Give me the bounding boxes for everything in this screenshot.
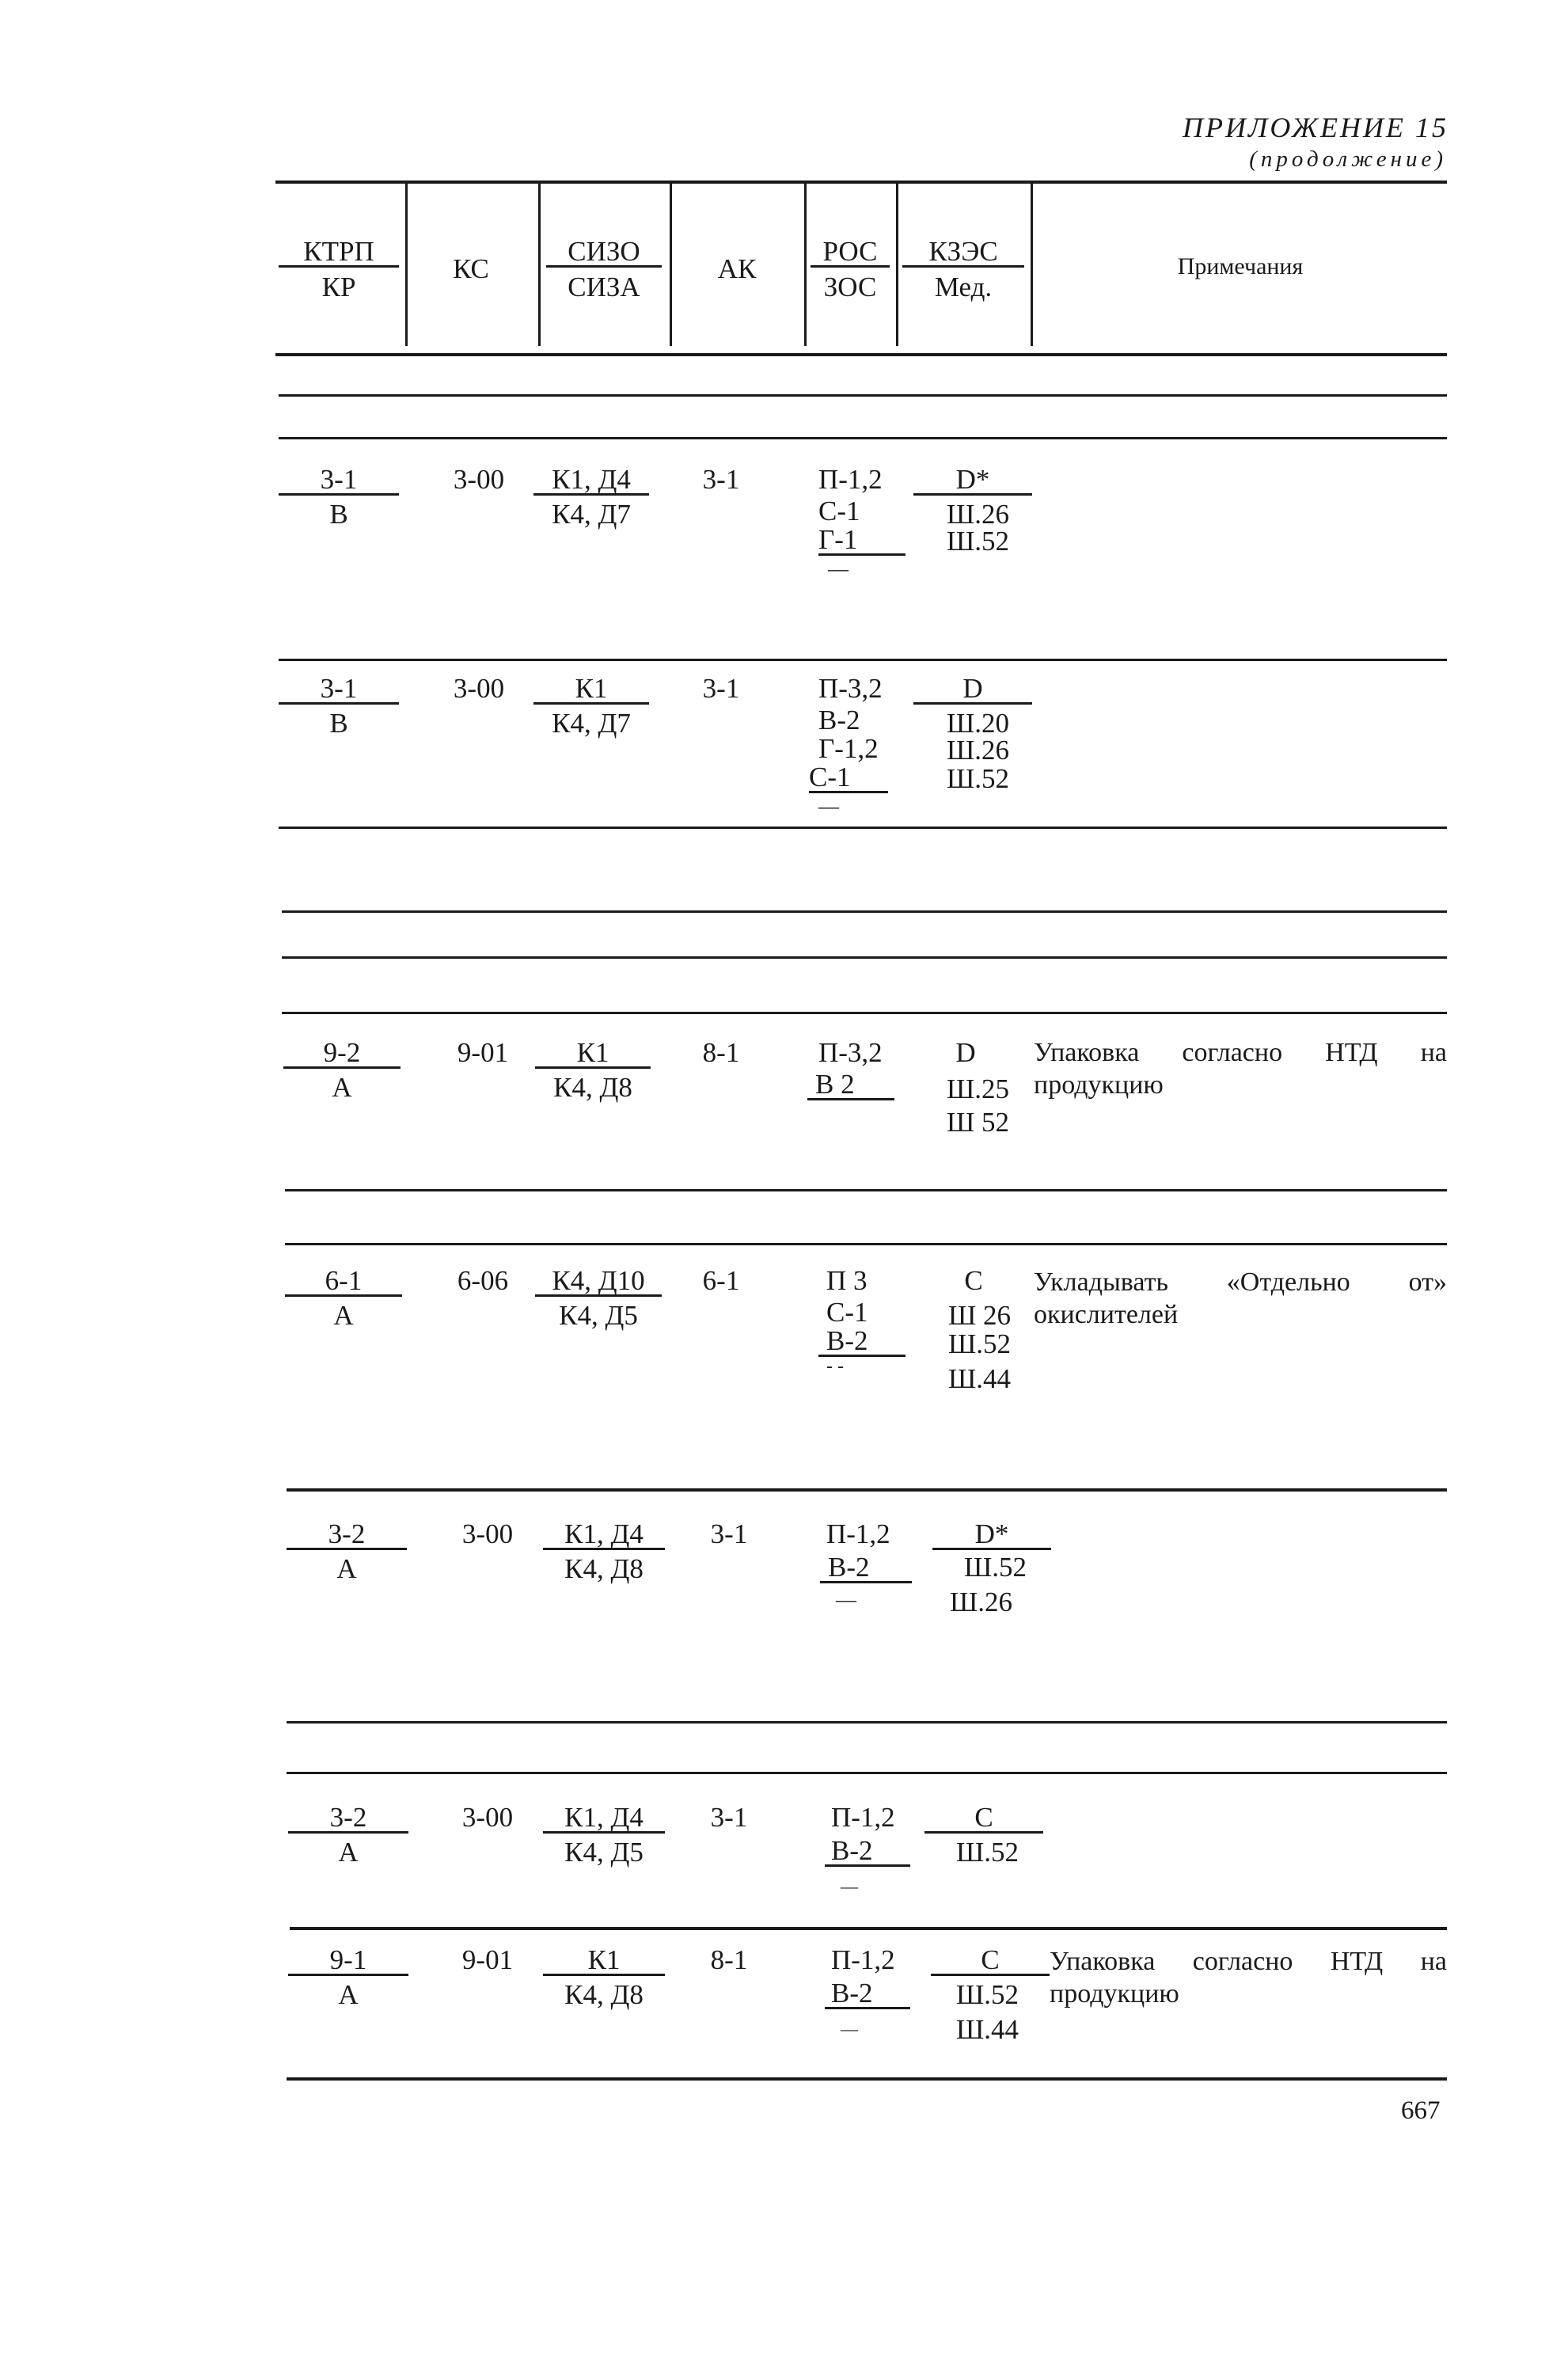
header-ros: РОС: [811, 238, 890, 268]
col-divider: [538, 184, 541, 346]
table-bottom-rule: [287, 2077, 1447, 2081]
ros-cell: П-1,2: [826, 1518, 890, 1549]
ak-cell: 8-1: [702, 1037, 740, 1068]
siza-cell: К4, Д7: [552, 708, 631, 739]
ktrp-cell: 3-2: [287, 1520, 407, 1550]
ros-cell: В-2: [818, 1327, 905, 1357]
zos-cell: —: [828, 557, 849, 580]
kzes-cell: D: [913, 675, 1032, 705]
ros-cell: П-1,2: [831, 1944, 895, 1975]
header-kzes: КЗЭС: [902, 238, 1024, 268]
zos-cell: —: [841, 2019, 858, 2039]
header-med: Мед.: [934, 272, 993, 302]
header-kr: КР: [321, 272, 356, 302]
appendix-subtitle: (продолжение): [1249, 146, 1447, 172]
med-cell: Ш.44: [956, 2014, 1019, 2045]
med-cell: Ш.52: [948, 1328, 1012, 1359]
sizo-cell: К1, Д4: [533, 466, 649, 496]
sizo-cell: К1, Д4: [543, 1803, 665, 1834]
row-rule: [287, 1488, 1447, 1492]
kr-cell: А: [332, 1072, 352, 1103]
row-rule: [285, 1243, 1447, 1245]
ros-cell: С-1: [826, 1297, 868, 1328]
ros-cell: С-1: [818, 496, 860, 526]
siza-cell: К4, Д7: [552, 499, 631, 530]
sizo-cell: К1: [543, 1946, 665, 1976]
sizo-cell: К4, Д10: [535, 1267, 662, 1297]
zos-cell: —: [818, 795, 839, 818]
ktrp-cell: 3-2: [288, 1803, 408, 1834]
appendix-title: ПРИЛОЖЕНИЕ 15: [1183, 112, 1448, 143]
notes-cell: Упаковка согласно НТД на продукцию: [1050, 1947, 1447, 2008]
kzes-cell: D: [955, 1037, 976, 1068]
med-cell: Ш.52: [956, 1979, 1019, 2010]
notes-cell: Упаковка согласно НТД на продукцию: [1034, 1038, 1447, 1100]
header-ak: АК: [717, 253, 757, 284]
ak-cell: 3-1: [710, 1802, 748, 1833]
col-divider: [896, 184, 898, 346]
kzes-cell: D*: [932, 1520, 1051, 1550]
col-divider: [1031, 184, 1033, 346]
col-divider: [405, 184, 408, 346]
ros-cell: В-2: [825, 1979, 910, 2009]
ros-cell: П-3,2: [818, 673, 883, 704]
ktrp-cell: 9-1: [288, 1946, 408, 1976]
ros-cell: В-2: [820, 1553, 912, 1583]
ros-cell: В-2: [825, 1837, 910, 1867]
ktrp-cell: 6-1: [285, 1267, 402, 1297]
ak-cell: 3-1: [702, 673, 740, 704]
ktrp-cell: 9-2: [283, 1039, 401, 1069]
col-divider: [804, 184, 807, 346]
kr-cell: А: [338, 1837, 359, 1868]
header-zos: ЗОС: [823, 272, 877, 302]
row-rule: [287, 1772, 1447, 1774]
ros-cell: В 2: [807, 1070, 894, 1100]
kr-cell: А: [336, 1553, 357, 1584]
sizo-cell: К1, Д4: [543, 1520, 665, 1550]
sizo-cell: К1: [535, 1039, 651, 1069]
ros-cell: П-1,2: [818, 464, 883, 495]
sizo-cell: К1: [533, 675, 649, 705]
ks-cell: 3-00: [461, 1518, 514, 1549]
header-siza: СИЗА: [568, 272, 640, 302]
ros-cell: Г-1,2: [818, 733, 879, 764]
ks-cell: 3-00: [453, 464, 505, 495]
ktrp-cell: 3-1: [279, 466, 399, 496]
siza-cell: К4, Д5: [564, 1837, 644, 1868]
ak-cell: 3-1: [702, 464, 740, 495]
med-cell: Ш.26: [947, 735, 1010, 766]
kr-cell: В: [329, 708, 348, 739]
med-cell: Ш.20: [947, 708, 1010, 739]
row-rule: [279, 437, 1447, 439]
ros-cell: П-1,2: [831, 1802, 895, 1833]
zos-cell: —: [841, 1876, 858, 1896]
kr-cell: А: [333, 1300, 354, 1331]
ros-cell: П 3: [826, 1265, 868, 1296]
notes-cell: Укладывать «Отдельно от» окислителей: [1034, 1267, 1447, 1329]
header-sizo: СИЗО: [546, 238, 662, 268]
kzes-cell: D*: [913, 466, 1032, 496]
ros-cell: Г-1: [818, 526, 905, 556]
ak-cell: 8-1: [710, 1944, 748, 1975]
ak-cell: 3-1: [710, 1518, 748, 1549]
siza-cell: К4, Д8: [564, 1979, 644, 2010]
med-cell: Ш 26: [948, 1300, 1012, 1331]
ks-cell: 9-01: [461, 1944, 514, 1975]
header-ktrp: КТРП: [279, 238, 399, 268]
ks-cell: 9-01: [457, 1037, 509, 1068]
ros-cell: С-1: [809, 763, 888, 793]
siza-cell: К4, Д8: [564, 1553, 644, 1584]
ros-cell: П-3,2: [818, 1037, 883, 1068]
kzes-cell: С: [964, 1265, 983, 1296]
header-ks: КС: [453, 253, 489, 284]
ktrp-cell: 3-1: [279, 675, 399, 705]
med-cell: Ш 52: [947, 1107, 1010, 1138]
row-rule: [282, 1012, 1447, 1014]
kr-cell: В: [329, 499, 348, 530]
kr-cell: А: [338, 1979, 359, 2010]
table-header-rule: [275, 353, 1447, 356]
col-divider: [670, 184, 672, 346]
row-rule: [279, 659, 1447, 661]
table-top-rule: [275, 181, 1447, 184]
zos-cell: - -: [826, 1356, 844, 1377]
row-rule: [282, 910, 1447, 913]
ros-cell: В-2: [818, 705, 860, 735]
row-rule: [282, 956, 1447, 959]
med-cell: Ш.26: [950, 1587, 1013, 1617]
med-cell: Ш.52: [947, 763, 1010, 794]
med-cell: Ш.26: [947, 499, 1010, 530]
zos-cell: —: [836, 1588, 856, 1611]
med-cell: Ш.44: [948, 1363, 1012, 1394]
ks-cell: 6-06: [457, 1265, 509, 1296]
row-rule: [285, 1189, 1447, 1191]
kzes-cell: С: [924, 1803, 1043, 1834]
row-rule: [279, 394, 1447, 397]
row-rule: [287, 1721, 1447, 1723]
med-cell: Ш.52: [964, 1552, 1027, 1583]
med-cell: Ш.25: [947, 1074, 1010, 1104]
ak-cell: 6-1: [702, 1265, 740, 1296]
siza-cell: К4, Д5: [559, 1300, 638, 1331]
med-cell: Ш.52: [947, 526, 1010, 557]
siza-cell: К4, Д8: [553, 1072, 632, 1103]
med-cell: Ш.52: [956, 1837, 1019, 1868]
ks-cell: 3-00: [461, 1802, 514, 1833]
row-rule: [290, 1927, 1447, 1930]
header-notes: Примечания: [1177, 253, 1304, 279]
ks-cell: 3-00: [453, 673, 505, 704]
page-number: 667: [1401, 2096, 1441, 2125]
row-rule: [279, 827, 1447, 829]
kzes-cell: С: [931, 1946, 1050, 1976]
